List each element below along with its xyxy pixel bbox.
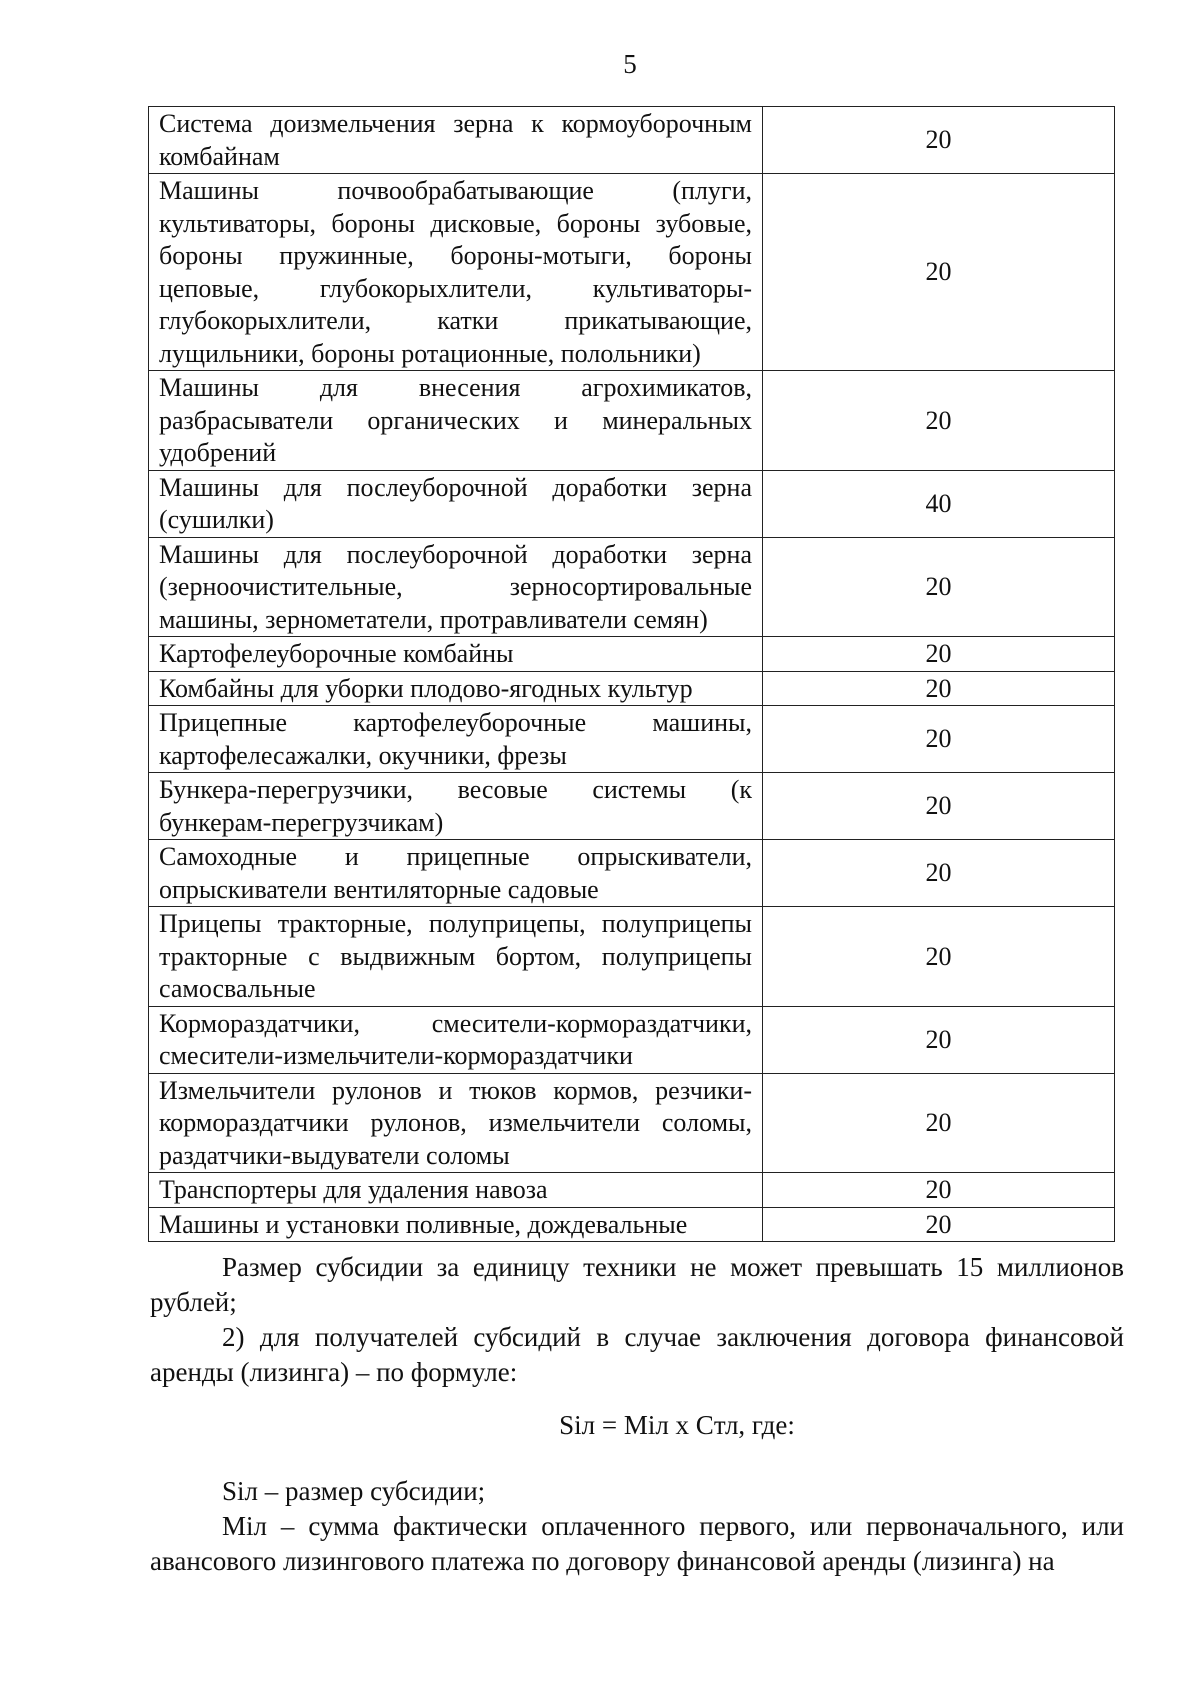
row-name: Комбайны для уборки плодово-ягодных культур <box>149 671 763 706</box>
row-value: 20 <box>763 773 1115 840</box>
row-value: 20 <box>763 1207 1115 1242</box>
table-row <box>149 1073 1115 1173</box>
row-name: Прицепы тракторные, полуприцепы, полуприцепы тракторные с выдвижным бортом, полуприцепы самосвальные <box>149 907 763 1007</box>
row-value: 20 <box>763 637 1115 672</box>
row-name: Машины для внесения агрохимикатов, разбрасыватели органических и минеральных удобрений <box>149 371 763 471</box>
row-name: Бункера-перегрузчики, весовые системы (к бункерам-перегрузчикам) <box>149 773 763 840</box>
row-value: 20 <box>763 671 1115 706</box>
row-name: Система доизмельчения зерна к кормоуборочным комбайнам <box>149 107 763 174</box>
row-name: Прицепные картофелеуборочные машины, картофелесажалки, окучники, фрезы <box>149 706 763 773</box>
row-value: 20 <box>763 1006 1115 1073</box>
table-row <box>149 1173 1115 1208</box>
table-row <box>149 1207 1115 1242</box>
equipment-subsidy-table <box>148 106 1115 1242</box>
table-row <box>149 671 1115 706</box>
table-row <box>149 1006 1115 1073</box>
row-value: 40 <box>763 470 1115 537</box>
row-name: Машины почвообрабатывающие (плуги, культиваторы, бороны дисковые, бороны зубовые, бороны пружинные, бороны-мотыги, бороны цеповые, глубокорыхлители, культиваторы-глубокорыхлители, катки прикатывающие, лущильники, бороны ротационные, полольники) <box>149 174 763 371</box>
table-row <box>149 107 1115 174</box>
row-name: Машины для послеуборочной доработки зерна (зерноочистительные, зерносортировальные машины, зернометатели, протравливатели семян) <box>149 537 763 637</box>
table-row <box>149 174 1115 371</box>
row-value: 20 <box>763 706 1115 773</box>
row-name: Измельчители рулонов и тюков кормов, резчики-кормораздатчики рулонов, измельчители соломы, раздатчики-выдуватели соломы <box>149 1073 763 1173</box>
formula-block <box>150 1408 1124 1443</box>
row-value: 20 <box>763 840 1115 907</box>
row-value: 20 <box>763 107 1115 174</box>
table-row <box>149 907 1115 1007</box>
row-value: 20 <box>763 371 1115 471</box>
table-row <box>149 706 1115 773</box>
definition-subsidy: Siл – размер субсидии; <box>222 1476 486 1506</box>
definitions-block <box>150 1474 1124 1579</box>
row-name: Машины и установки поливные, дождевальные <box>149 1207 763 1242</box>
table-row <box>149 371 1115 471</box>
leasing-formula: Siл = Miл x Cтл, где: <box>559 1410 795 1440</box>
row-name: Кормораздатчики, смесители-кормораздатчики, смесители-измельчители-кормораздатчики <box>149 1006 763 1073</box>
row-value: 20 <box>763 907 1115 1007</box>
row-name: Машины для послеуборочной доработки зерна (сушилки) <box>149 470 763 537</box>
table-row <box>149 637 1115 672</box>
max-subsidy-paragraph: Размер субсидии за единицу техники не может превышать 15 миллионов рублей; <box>150 1252 1124 1317</box>
row-value: 20 <box>763 1073 1115 1173</box>
table-row <box>149 773 1115 840</box>
row-name: Транспортеры для удаления навоза <box>149 1173 763 1208</box>
table-row <box>149 840 1115 907</box>
table-row <box>149 470 1115 537</box>
leasing-item-paragraph: 2) для получателей субсидий в случае заключения договора финансовой аренды (лизинга) – по формуле: <box>150 1322 1124 1387</box>
row-name: Самоходные и прицепные опрыскиватели, опрыскиватели вентиляторные садовые <box>149 840 763 907</box>
row-value: 20 <box>763 174 1115 371</box>
row-value: 20 <box>763 1173 1115 1208</box>
row-value: 20 <box>763 537 1115 637</box>
definition-payment: Miл – сумма фактически оплаченного первого, или первоначального, или авансового лизингового платежа по договору финансовой аренды (лизинга) на <box>150 1511 1124 1576</box>
row-name: Картофелеуборочные комбайны <box>149 637 763 672</box>
page-number: 5 <box>623 49 637 79</box>
table-row <box>149 537 1115 637</box>
body-text <box>150 1250 1124 1390</box>
